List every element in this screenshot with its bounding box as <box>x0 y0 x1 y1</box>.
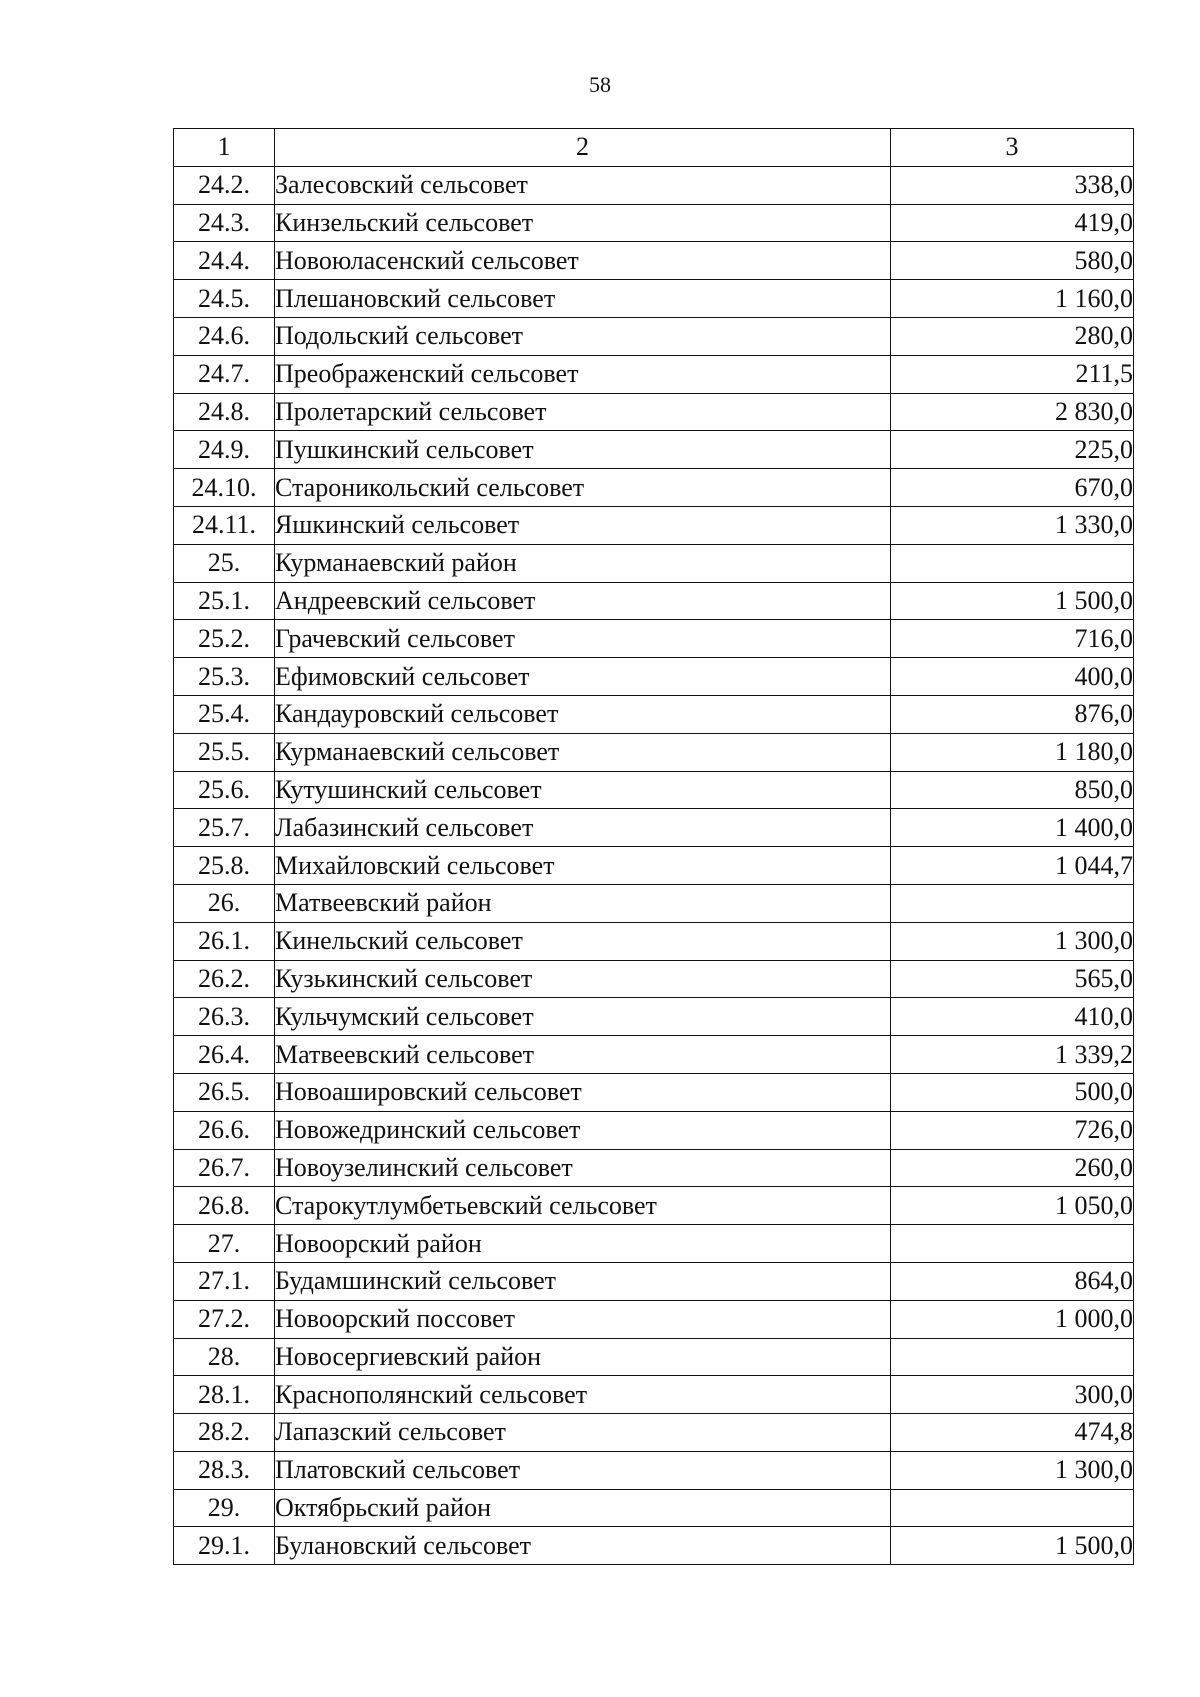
table-row <box>174 280 1134 318</box>
row-number-cell: 28. <box>174 1338 275 1376</box>
allocation-table <box>173 128 1134 1565</box>
table-row <box>174 544 1134 582</box>
table-row <box>174 884 1134 922</box>
header-col-2: 2 <box>275 129 891 167</box>
row-number-cell: 25. <box>174 544 275 582</box>
table-row <box>174 393 1134 431</box>
row-name-cell: Кандауровский сельсовет <box>275 695 891 733</box>
row-name-cell: Кульчумский сельсовет <box>275 998 891 1036</box>
row-value-cell: 1 339,2 <box>891 1036 1134 1074</box>
table-row <box>174 1225 1134 1263</box>
row-number-cell: 26. <box>174 884 275 922</box>
row-value-cell: 338,0 <box>891 166 1134 204</box>
row-name-cell: Новожедринский сельсовет <box>275 1111 891 1149</box>
table-row <box>174 582 1134 620</box>
row-number-cell: 25.5. <box>174 733 275 771</box>
row-number-cell: 24.2. <box>174 166 275 204</box>
row-number-cell: 24.5. <box>174 280 275 318</box>
row-name-cell: Курманаевский сельсовет <box>275 733 891 771</box>
row-number-cell: 26.8. <box>174 1187 275 1225</box>
table-row <box>174 1451 1134 1489</box>
row-name-cell: Пролетарский сельсовет <box>275 393 891 431</box>
row-value-cell: 1 500,0 <box>891 1527 1134 1565</box>
table-row <box>174 1187 1134 1225</box>
row-number-cell: 26.6. <box>174 1111 275 1149</box>
table-row <box>174 1414 1134 1452</box>
table-row <box>174 431 1134 469</box>
row-number-cell: 29.1. <box>174 1527 275 1565</box>
row-name-cell: Новосергиевский район <box>275 1338 891 1376</box>
table-row <box>174 771 1134 809</box>
row-number-cell: 26.2. <box>174 960 275 998</box>
table-row <box>174 355 1134 393</box>
table-row <box>174 1111 1134 1149</box>
row-value-cell: 1 180,0 <box>891 733 1134 771</box>
row-value-cell: 260,0 <box>891 1149 1134 1187</box>
row-value-cell: 726,0 <box>891 1111 1134 1149</box>
row-name-cell: Плешановский сельсовет <box>275 280 891 318</box>
row-name-cell: Яшкинский сельсовет <box>275 506 891 544</box>
row-name-cell: Курманаевский район <box>275 544 891 582</box>
row-value-cell: 474,8 <box>891 1414 1134 1452</box>
row-value-cell <box>891 1225 1134 1263</box>
table-row <box>174 1527 1134 1565</box>
row-name-cell: Подольский сельсовет <box>275 317 891 355</box>
row-value-cell: 864,0 <box>891 1262 1134 1300</box>
row-value-cell: 1 000,0 <box>891 1300 1134 1338</box>
row-name-cell: Ефимовский сельсовет <box>275 658 891 696</box>
table-row <box>174 658 1134 696</box>
row-number-cell: 25.2. <box>174 620 275 658</box>
row-name-cell: Кинзельский сельсовет <box>275 204 891 242</box>
row-number-cell: 26.1. <box>174 922 275 960</box>
row-name-cell: Залесовский сельсовет <box>275 166 891 204</box>
row-number-cell: 27. <box>174 1225 275 1263</box>
row-number-cell: 26.4. <box>174 1036 275 1074</box>
row-name-cell: Матвеевский район <box>275 884 891 922</box>
row-name-cell: Кузькинский сельсовет <box>275 960 891 998</box>
row-value-cell: 280,0 <box>891 317 1134 355</box>
table-row <box>174 733 1134 771</box>
row-name-cell: Новоузелинский сельсовет <box>275 1149 891 1187</box>
row-number-cell: 24.9. <box>174 431 275 469</box>
row-name-cell: Преображенский сельсовет <box>275 355 891 393</box>
row-name-cell: Михайловский сельсовет <box>275 847 891 885</box>
table-row <box>174 809 1134 847</box>
table-row <box>174 1073 1134 1111</box>
table-row <box>174 1489 1134 1527</box>
table-row <box>174 1149 1134 1187</box>
row-value-cell <box>891 1489 1134 1527</box>
row-name-cell: Октябрьский район <box>275 1489 891 1527</box>
header-col-3: 3 <box>891 129 1134 167</box>
row-name-cell: Кинельский сельсовет <box>275 922 891 960</box>
row-value-cell: 1 330,0 <box>891 506 1134 544</box>
row-number-cell: 26.5. <box>174 1073 275 1111</box>
row-value-cell: 419,0 <box>891 204 1134 242</box>
row-value-cell: 410,0 <box>891 998 1134 1036</box>
row-number-cell: 28.2. <box>174 1414 275 1452</box>
row-value-cell: 850,0 <box>891 771 1134 809</box>
row-name-cell: Андреевский сельсовет <box>275 582 891 620</box>
row-name-cell: Краснополянский сельсовет <box>275 1376 891 1414</box>
row-value-cell <box>891 1338 1134 1376</box>
row-value-cell: 1 160,0 <box>891 280 1134 318</box>
row-number-cell: 24.6. <box>174 317 275 355</box>
row-value-cell <box>891 544 1134 582</box>
row-number-cell: 25.8. <box>174 847 275 885</box>
row-name-cell: Булановский сельсовет <box>275 1527 891 1565</box>
row-number-cell: 25.4. <box>174 695 275 733</box>
table-row <box>174 847 1134 885</box>
row-name-cell: Староникольский сельсовет <box>275 469 891 507</box>
row-number-cell: 28.1. <box>174 1376 275 1414</box>
row-value-cell: 1 400,0 <box>891 809 1134 847</box>
row-number-cell: 24.10. <box>174 469 275 507</box>
row-value-cell: 2 830,0 <box>891 393 1134 431</box>
row-value-cell <box>891 884 1134 922</box>
row-number-cell: 24.11. <box>174 506 275 544</box>
table-row <box>174 204 1134 242</box>
row-number-cell: 24.4. <box>174 242 275 280</box>
row-name-cell: Лабазинский сельсовет <box>275 809 891 847</box>
table-row <box>174 317 1134 355</box>
row-number-cell: 25.7. <box>174 809 275 847</box>
row-number-cell: 26.3. <box>174 998 275 1036</box>
table-row <box>174 922 1134 960</box>
table-row <box>174 960 1134 998</box>
row-name-cell: Кутушинский сельсовет <box>275 771 891 809</box>
row-name-cell: Новоорский поссовет <box>275 1300 891 1338</box>
table-row <box>174 1262 1134 1300</box>
row-name-cell: Новоашировский сельсовет <box>275 1073 891 1111</box>
row-value-cell: 1 044,7 <box>891 847 1134 885</box>
row-value-cell: 580,0 <box>891 242 1134 280</box>
row-name-cell: Грачевский сельсовет <box>275 620 891 658</box>
row-name-cell: Матвеевский сельсовет <box>275 1036 891 1074</box>
row-number-cell: 26.7. <box>174 1149 275 1187</box>
row-value-cell: 1 050,0 <box>891 1187 1134 1225</box>
row-value-cell: 225,0 <box>891 431 1134 469</box>
table-row <box>174 695 1134 733</box>
row-value-cell: 1 300,0 <box>891 1451 1134 1489</box>
row-name-cell: Лапазский сельсовет <box>275 1414 891 1452</box>
row-number-cell: 27.2. <box>174 1300 275 1338</box>
table-row <box>174 1376 1134 1414</box>
row-value-cell: 876,0 <box>891 695 1134 733</box>
row-number-cell: 24.7. <box>174 355 275 393</box>
row-value-cell: 716,0 <box>891 620 1134 658</box>
header-col-1: 1 <box>174 129 275 167</box>
row-number-cell: 24.8. <box>174 393 275 431</box>
row-value-cell: 1 500,0 <box>891 582 1134 620</box>
row-value-cell: 1 300,0 <box>891 922 1134 960</box>
row-value-cell: 500,0 <box>891 1073 1134 1111</box>
table-row <box>174 1338 1134 1376</box>
row-name-cell: Новоюласенский сельсовет <box>275 242 891 280</box>
table-row <box>174 469 1134 507</box>
page-number: 58 <box>589 72 611 97</box>
row-name-cell: Новоорский район <box>275 1225 891 1263</box>
table-row <box>174 506 1134 544</box>
row-number-cell: 24.3. <box>174 204 275 242</box>
row-value-cell: 670,0 <box>891 469 1134 507</box>
table-header-row <box>174 129 1134 167</box>
table-row <box>174 1300 1134 1338</box>
row-name-cell: Старокутлумбетьевский сельсовет <box>275 1187 891 1225</box>
row-name-cell: Пушкинский сельсовет <box>275 431 891 469</box>
row-value-cell: 211,5 <box>891 355 1134 393</box>
row-value-cell: 400,0 <box>891 658 1134 696</box>
row-name-cell: Платовский сельсовет <box>275 1451 891 1489</box>
row-number-cell: 27.1. <box>174 1262 275 1300</box>
row-value-cell: 565,0 <box>891 960 1134 998</box>
table-row <box>174 242 1134 280</box>
table-row <box>174 1036 1134 1074</box>
row-number-cell: 29. <box>174 1489 275 1527</box>
table-row <box>174 620 1134 658</box>
table-row <box>174 166 1134 204</box>
row-number-cell: 25.1. <box>174 582 275 620</box>
row-number-cell: 25.6. <box>174 771 275 809</box>
table-row <box>174 998 1134 1036</box>
row-number-cell: 28.3. <box>174 1451 275 1489</box>
row-value-cell: 300,0 <box>891 1376 1134 1414</box>
row-name-cell: Будамшинский сельсовет <box>275 1262 891 1300</box>
row-number-cell: 25.3. <box>174 658 275 696</box>
